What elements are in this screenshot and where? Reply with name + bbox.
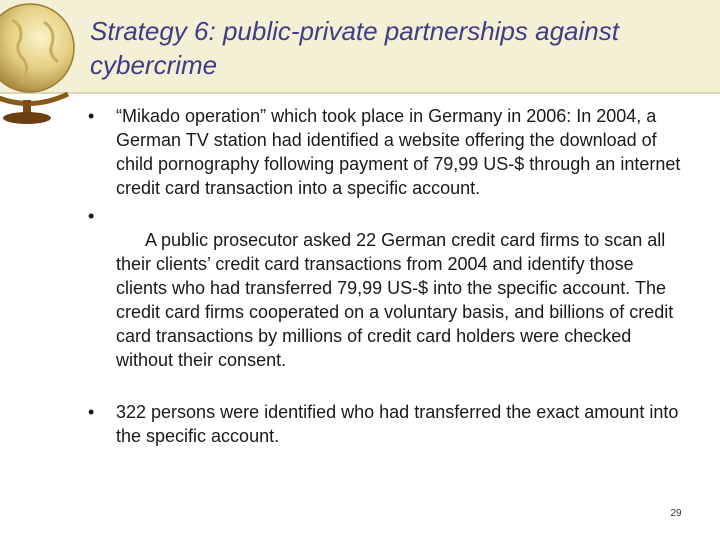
bullet-marker: • — [88, 106, 95, 126]
title-divider — [0, 92, 720, 94]
bullet-text: which took place in Germany in 2006: In 2004, a German TV station had identified a website offering the download of child pornography following payment of 79,99 US-$ through an internet credit card transaction into a specific account. — [116, 106, 681, 198]
bullet-item — [0, 104, 720, 200]
bullet-text: A public prosecutor asked 22 German credit card firms to scan all their clients’ credit card transactions from 2004 and identify those clients who had transferred 79,99 US-$ into the specific account. The credit card firms cooperated on a voluntary basis, and billions of credit card transactions by millions of credit card holders were checked without their consent. — [116, 230, 679, 370]
bullet-list — [0, 104, 720, 452]
bullet-text: 322 persons were identified who had transferred the exact amount into the specific account. — [116, 402, 679, 446]
slide-title: Strategy 6: public-private partnerships against cybercrime — [90, 16, 619, 80]
bullet-item — [0, 400, 720, 448]
bullet-emphasis: “Mikado operation” — [116, 106, 267, 126]
page-number: 29 — [670, 508, 682, 519]
bullet-item — [0, 204, 720, 396]
bullet-marker: • — [88, 402, 95, 422]
bullet-marker: • — [88, 206, 95, 226]
